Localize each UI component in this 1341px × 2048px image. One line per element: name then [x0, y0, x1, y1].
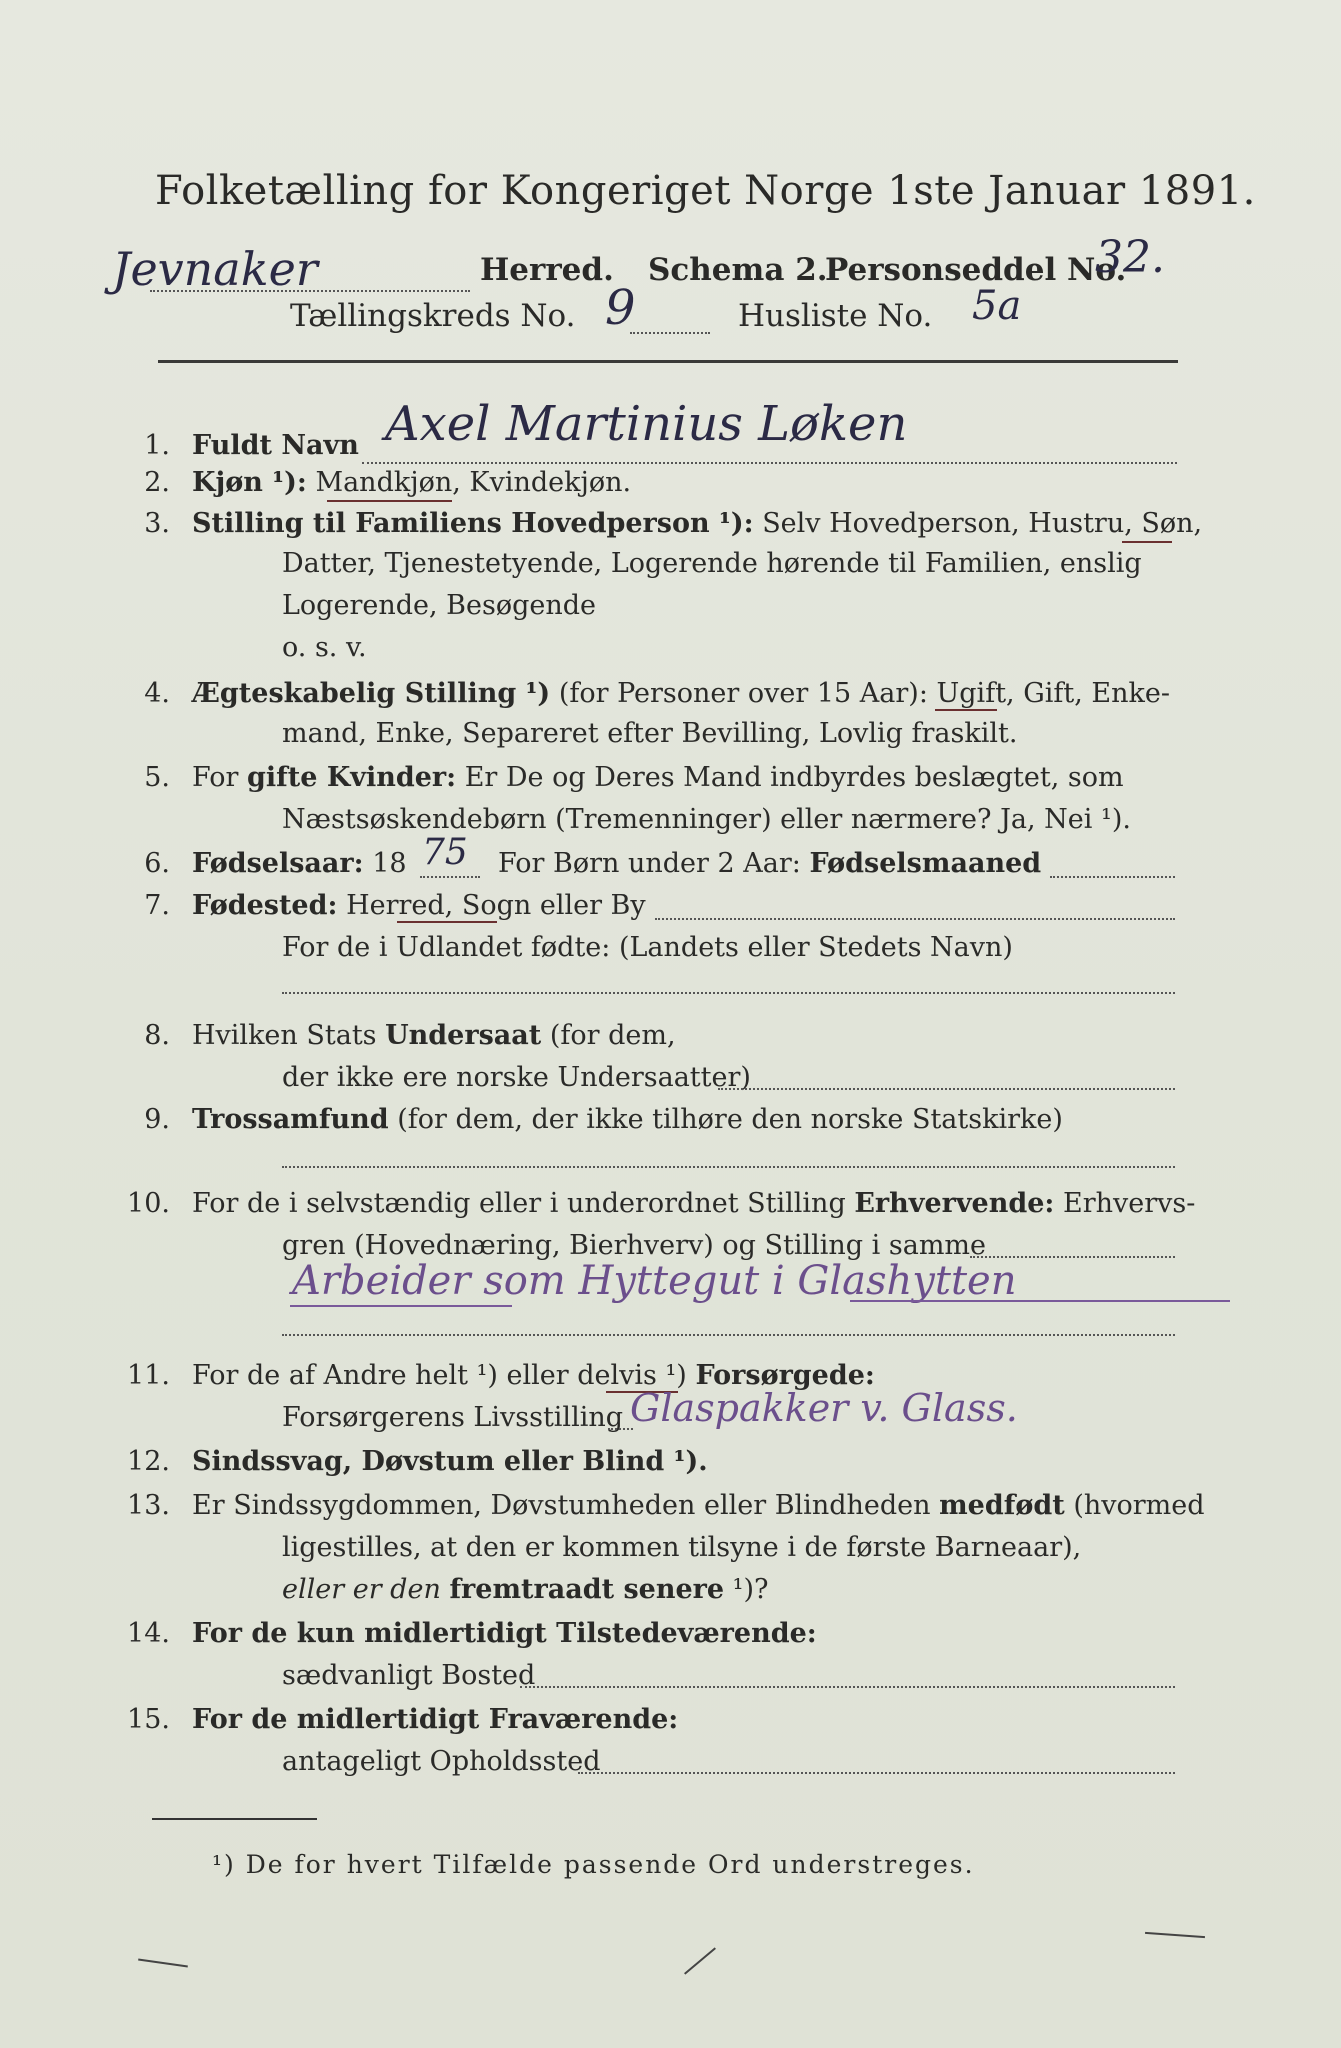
husliste-label: Husliste No. — [738, 298, 933, 334]
kreds-label: Tællingskreds No. — [290, 298, 576, 334]
item-14-text: sædvanligt Bosted — [282, 1660, 536, 1691]
item-8-text-2: der ikke ere norske Undersaatter) — [282, 1062, 751, 1093]
item-13 — [110, 1490, 1205, 1521]
item-number: 1. — [144, 430, 170, 461]
item-15-label: For de midlertidigt Fraværende: — [192, 1704, 679, 1735]
item-number: 11. — [127, 1360, 170, 1391]
item-3-text-2: Datter, Tjenestetyende, Logerende hørende til Familien, enslig — [282, 548, 1142, 579]
item-number: 12. — [127, 1446, 170, 1477]
personseddel-value: 32. — [1095, 232, 1165, 283]
son-underline — [1122, 541, 1172, 543]
item-8-text-1b: (for dem, — [549, 1020, 676, 1051]
stray-mark-right — [1145, 1932, 1205, 1938]
birth-year-dotted-line — [420, 876, 480, 878]
item-9-text: (for dem, der ikke tilhøre den norske Statskirke) — [397, 1104, 1063, 1135]
item-9 — [110, 1104, 1063, 1135]
item-2-text: Mandkjøn, Kvindekjøn. — [315, 467, 632, 498]
herred-dotted-line — [150, 290, 470, 292]
item-10 — [110, 1188, 1195, 1219]
item-8-dotted-line — [718, 1088, 1175, 1090]
item-4-label: Ægteskabelig Stilling ¹) — [192, 678, 551, 709]
item-number: 13. — [127, 1490, 170, 1521]
occupation-underline — [290, 1305, 512, 1307]
herred-label: Herred. — [480, 252, 614, 288]
item-10-label: Erhvervende: — [854, 1188, 1055, 1219]
item-1-label: Fuldt Navn — [192, 430, 359, 461]
item-5 — [110, 762, 1124, 793]
mandkjon-underline — [327, 500, 452, 502]
item-5-label-for: For — [192, 762, 239, 793]
item-number: 8. — [144, 1020, 170, 1051]
item-6 — [110, 848, 407, 879]
stray-mark-center — [684, 1947, 716, 1974]
kreds-dotted-line — [630, 332, 710, 334]
item-11-text-2: Forsørgerens Livsstilling — [282, 1402, 624, 1433]
footnote: ¹) De for hvert Tilfælde passende Ord understreges. — [212, 1850, 975, 1879]
item-11-text-1a: For de af Andre helt ¹) eller delvis ¹) — [192, 1360, 687, 1391]
item-7-label: Fødested: — [192, 890, 338, 921]
personseddel-label: Personseddel No. — [825, 252, 1127, 288]
item-2 — [110, 467, 631, 498]
item-8-label: Undersaat — [385, 1020, 542, 1051]
item-9-dotted-line — [282, 1166, 1175, 1168]
item-10-text-2: gren (Hovednæring, Bierhverv) og Stilling i samme — [282, 1230, 987, 1261]
item-13-label: medfødt — [939, 1490, 1065, 1521]
item-1 — [110, 430, 359, 461]
item-7-text-2: For de i Udlandet fødte: (Landets eller Stedets Navn) — [282, 932, 1013, 963]
footnote-rule — [152, 1818, 317, 1820]
item-7 — [110, 890, 646, 921]
item-14-dotted-line — [520, 1686, 1175, 1688]
item-15 — [110, 1704, 678, 1735]
form-title: Folketælling for Kongeriget Norge 1ste Januar 1891. — [155, 168, 1256, 214]
item-2-label: Kjøn ¹): — [192, 467, 307, 498]
item-8-text-1a: Hvilken Stats — [192, 1020, 377, 1051]
item-13-label-3: fremtraadt senere — [449, 1574, 725, 1605]
item-13-text-3 — [282, 1574, 769, 1605]
item-8 — [110, 1020, 676, 1051]
item-3-text-3: Logerende, Besøgende — [282, 590, 596, 621]
item-5-text-2: Næstsøskendebørn (Tremenninger) eller nærmere? Ja, Nei ¹). — [282, 804, 1131, 835]
item-13-text-1b: (hvormed — [1073, 1490, 1205, 1521]
item-number: 6. — [144, 848, 170, 879]
item-number: 4. — [144, 678, 170, 709]
item-11-label: Forsørgede: — [695, 1360, 875, 1391]
item-13-text-3a: eller er den — [282, 1574, 441, 1605]
item-number: 3. — [144, 508, 170, 539]
item-5-text-1: Er De og Deres Mand indbyrdes beslægtet, som — [464, 762, 1124, 793]
item-12-label: Sindssvag, Døvstum eller Blind ¹). — [192, 1446, 708, 1477]
item-3 — [110, 508, 1202, 539]
item-3-text-4: o. s. v. — [282, 632, 367, 663]
item-number: 9. — [144, 1104, 170, 1135]
item-number: 15. — [127, 1704, 170, 1735]
item-6-text — [498, 848, 1041, 879]
birth-month-label: Fødselsmaaned — [809, 848, 1042, 879]
item-9-label: Trossamfund — [192, 1104, 389, 1135]
item-14-label: For de kun midlertidigt Tilstedeværende: — [192, 1618, 817, 1649]
item-13-text-3b: ¹)? — [732, 1574, 769, 1605]
item-14 — [110, 1618, 817, 1649]
kreds-value: 9 — [605, 280, 636, 336]
item-6-label: Fødselsaar: — [192, 848, 364, 879]
stray-mark-left — [138, 1959, 188, 1968]
husliste-value: 5a — [972, 283, 1022, 329]
item-number: 10. — [127, 1188, 170, 1219]
item-11-dotted-line — [608, 1428, 633, 1430]
herred-underline — [397, 921, 497, 923]
item-3-label: Stilling til Familiens Hovedperson ¹): — [192, 508, 754, 539]
item-number: 5. — [144, 762, 170, 793]
header-rule — [158, 360, 1178, 363]
item-10-text-1a: For de i selvstændig eller i underordnet Stilling — [192, 1188, 846, 1219]
schema-label: Schema 2. — [648, 252, 828, 288]
item-number: 2. — [144, 467, 170, 498]
birth-year-value: 75 — [422, 832, 468, 873]
item-7-text-1: Herred, Sogn eller By — [346, 890, 646, 921]
item-10-text-1b: Erhvervs- — [1063, 1188, 1196, 1219]
provider-occupation-value: Glaspakker v. Glass. — [630, 1386, 1018, 1430]
item-4 — [110, 678, 1170, 709]
birth-month-dotted-line — [1050, 876, 1175, 878]
item-number: 7. — [144, 890, 170, 921]
item-number: 14. — [127, 1618, 170, 1649]
item-5-label: gifte Kvinder: — [247, 762, 457, 793]
ugift-underline — [935, 709, 997, 711]
item-13-text-2: ligestilles, at den er kommen tilsyne i de første Barneaar), — [282, 1532, 1082, 1563]
item-15-text: antageligt Opholdssted — [282, 1746, 601, 1777]
birth-year-prefix: 18 — [372, 848, 407, 879]
item-4-text-1: (for Personer over 15 Aar): Ugift, Gift, Enke- — [558, 678, 1170, 709]
occupation-value: Arbeider som Hyttegut i Glashytten — [292, 1258, 1017, 1304]
item-12 — [110, 1446, 708, 1477]
item-1-dotted-line — [362, 462, 1177, 464]
item-10-dotted-line-2 — [282, 1334, 1175, 1336]
herred-value: Jevnaker — [112, 242, 318, 296]
item-13-text-1a: Er Sindssygdommen, Døvstumheden eller Blindheden — [192, 1490, 931, 1521]
item-7-dotted-line — [655, 918, 1175, 920]
item-4-text-2: mand, Enke, Separeret efter Bevilling, Lovlig fraskilt. — [282, 718, 1018, 749]
item-15-dotted-line — [578, 1772, 1175, 1774]
item-6-children-text: For Børn under 2 Aar: — [498, 848, 801, 879]
item-3-text-1: Selv Hovedperson, Hustru, Søn, — [762, 508, 1203, 539]
full-name-value: Axel Martinius Løken — [385, 396, 908, 452]
occupation-underline-2 — [850, 1300, 1230, 1302]
item-7-dotted-line-2 — [282, 992, 1175, 994]
